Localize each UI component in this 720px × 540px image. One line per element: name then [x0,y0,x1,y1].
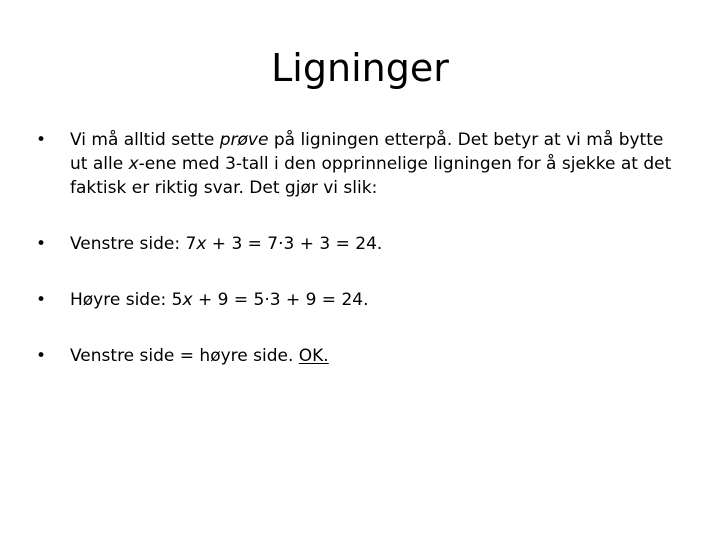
text-segment: Høyre side: 5 [70,290,183,310]
bullet-dot: • [36,130,47,150]
bullet-list [36,128,686,400]
text-segment: Venstre side: 7 [70,234,197,254]
emphasis-text: prøve [219,130,269,150]
bullet-item-right-side [36,288,686,312]
text-segment: -ene med 3-tall i den opprinnelige ligningen for å sjekke at det faktisk er riktig svar. Det gjør vi slik: [70,154,672,198]
variable-x: x [182,290,193,310]
bullet-item-left-side [36,232,686,256]
bullet-dot: • [36,234,47,254]
variable-x: x [128,154,139,174]
bullet-text [70,130,671,198]
bullet-item-conclusion [36,344,686,368]
ok-underlined-text: OK. [298,346,329,366]
variable-x: x [196,234,207,254]
text-segment: + 9 = 5·3 + 9 = 24. [192,290,369,310]
bullet-text [70,234,382,254]
bullet-dot: • [36,290,47,310]
bullet-dot: • [36,346,47,366]
text-segment: Vi må alltid sette [70,130,220,150]
slide-title: Ligninger [271,46,449,90]
text-segment: Venstre side = høyre side. [70,346,299,366]
bullet-text [70,346,329,366]
bullet-item-verification [36,128,686,200]
text-segment: på ligningen etterpå. Det betyr at vi må bytte ut alle [70,130,664,174]
text-segment: + 3 = 7·3 + 3 = 24. [206,234,383,254]
bullet-text [70,290,369,310]
